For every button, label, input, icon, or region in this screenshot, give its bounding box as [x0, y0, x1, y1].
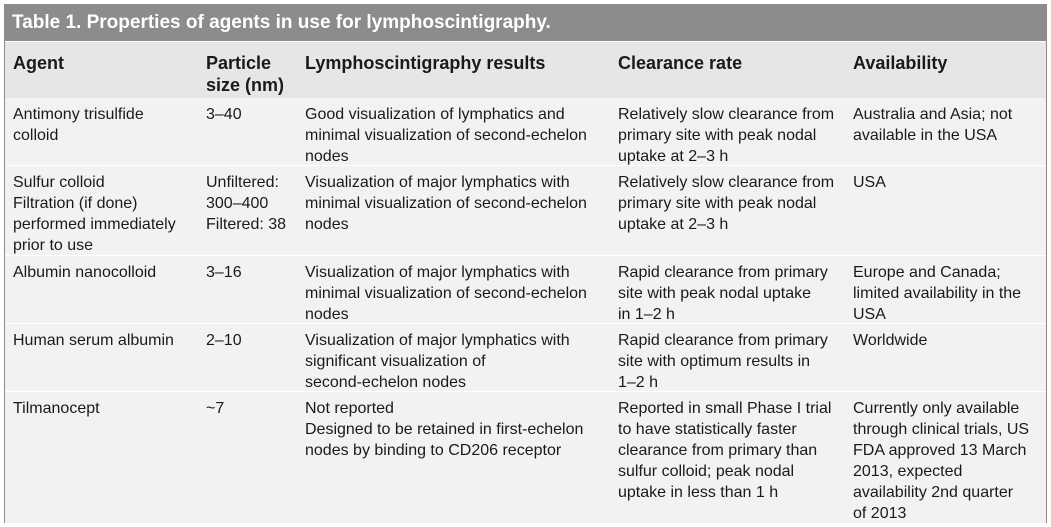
cell-particle-size: 3–16 [206, 264, 242, 281]
header-agent: Agent [13, 53, 64, 73]
cell-particle-size: Unfiltered: 300–400 Filtered: 38 [206, 174, 287, 233]
cell-availability: Europe and Canada; limited availability in the USA [853, 264, 1022, 323]
cell-results: Good visualization of lymphatics and minimal visualization of second-echelon nodes [305, 106, 587, 165]
cell-availability: Currently only available through clinical trials, US FDA approved 13 March 2013, expected availability 2nd quarter of 2013 [853, 400, 1030, 522]
cell-results: Not reported Designed to be retained in first-echelon nodes by binding to CD206 receptor [305, 400, 584, 459]
cell-clearance: Reported in small Phase I trial to have statistically faster clearance from primary than sulfur colloid; peak nodal uptake in less than 1 h [618, 400, 832, 501]
cell-agent: Human serum albumin [13, 332, 174, 349]
cell-results: Visualization of major lymphatics with significant visualization of second-echelon nodes [305, 332, 570, 391]
cell-availability: USA [853, 174, 886, 191]
header-availability: Availability [853, 53, 948, 73]
table-row [5, 324, 1046, 391]
cell-agent: Tilmanocept [13, 400, 100, 417]
cell-clearance: Relatively slow clearance from primary site with peak nodal uptake at 2–3 h [618, 106, 835, 165]
cell-results: Visualization of major lymphatics with minimal visualization of second-echelon nodes [305, 264, 587, 323]
table-title: Table 1. Properties of agents in use for lymphoscintigraphy. [5, 5, 1046, 41]
cell-particle-size: 3–40 [206, 106, 242, 123]
table-row [5, 392, 1046, 523]
cell-results: Visualization of major lymphatics with minimal visualization of second-echelon nodes [305, 174, 587, 233]
cell-agent: Antimony trisulfide colloid [13, 106, 144, 144]
cell-agent: Sulfur colloid Filtration (if done) performed immediately prior to use [13, 174, 176, 254]
cell-clearance: Relatively slow clearance from primary site with peak nodal uptake at 2–3 h [618, 174, 835, 233]
cell-availability: Worldwide [853, 332, 928, 349]
cell-availability: Australia and Asia; not available in the USA [853, 106, 1013, 144]
table-row [5, 256, 1046, 323]
table-header-row [5, 42, 1046, 98]
table-frame [4, 4, 1047, 523]
table-row [5, 166, 1046, 255]
cell-particle-size: ~7 [206, 400, 225, 417]
header-clearance-rate: Clearance rate [618, 53, 743, 73]
cell-clearance: Rapid clearance from primary site with optimum results in 1–2 h [618, 332, 828, 391]
cell-agent: Albumin nanocolloid [13, 264, 157, 281]
header-particle-size: Particle size (nm) [206, 53, 285, 95]
cell-particle-size: 2–10 [206, 332, 242, 349]
header-lymphoscintigraphy-results: Lymphoscintigraphy results [305, 53, 546, 73]
cell-clearance: Rapid clearance from primary site with peak nodal uptake in 1–2 h [618, 264, 828, 323]
table-row [5, 98, 1046, 165]
